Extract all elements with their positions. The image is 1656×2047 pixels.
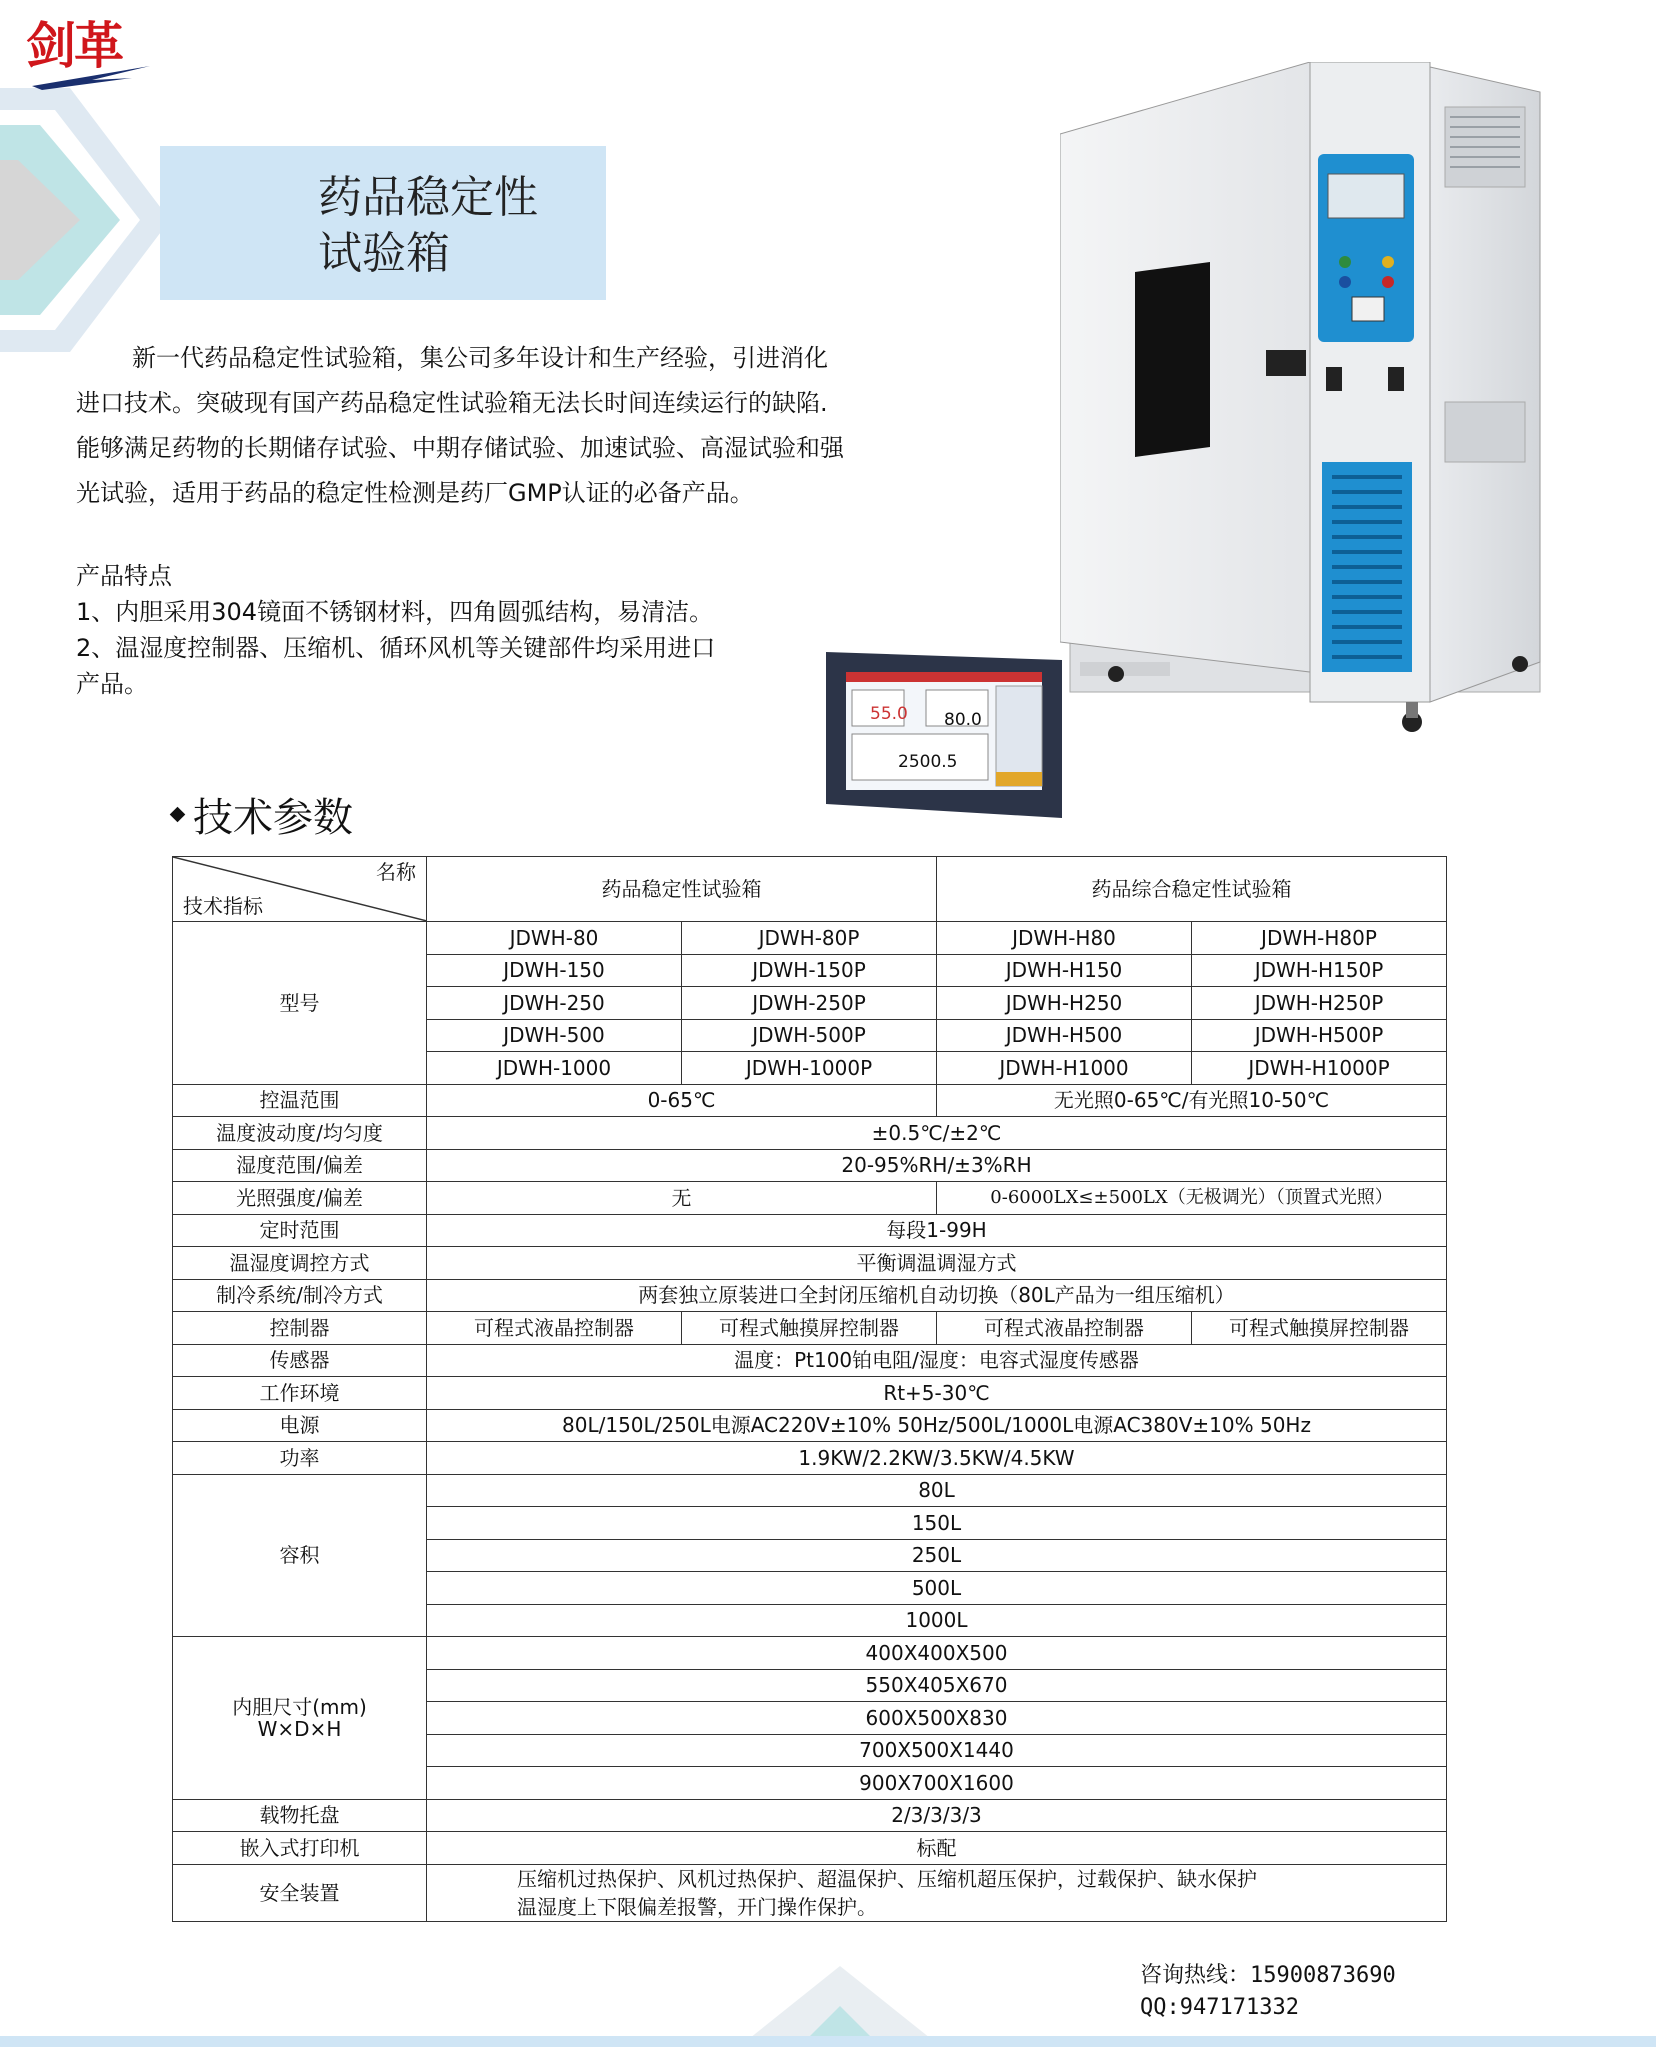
row-label: 型号 (173, 922, 427, 1085)
hotline: 咨询热线：15900873690 (1140, 1963, 1396, 1988)
table-row (173, 1474, 1447, 1507)
row-label: 内胆尺寸(mm) W×D×H (173, 1637, 427, 1800)
table-cell: JDWH-H1000 (937, 1052, 1192, 1085)
row-label: 温湿度调控方式 (173, 1247, 427, 1280)
diamond-bullet-icon (170, 806, 186, 822)
table-cell: 1.9KW/2.2KW/3.5KW/4.5KW (427, 1442, 1447, 1475)
table-cell: 700X500X1440 (427, 1734, 1447, 1767)
decorative-triangle (740, 1966, 940, 2046)
table-row (173, 1377, 1447, 1410)
table-cell: 平衡调温调湿方式 (427, 1247, 1447, 1280)
brand-logo: 剑革 (22, 6, 152, 90)
table-cell: 80L (427, 1474, 1447, 1507)
table-cell: 400X400X500 (427, 1637, 1447, 1670)
table-row (173, 1864, 1447, 1921)
table-row (173, 1442, 1447, 1475)
table-cell: 550X405X670 (427, 1669, 1447, 1702)
table-row (173, 1182, 1447, 1215)
qq-number: QQ:947171332 (1140, 1995, 1299, 2020)
row-label: 制冷系统/制冷方式 (173, 1279, 427, 1312)
logo-swoosh (32, 64, 152, 90)
table-cell: ±0.5℃/±2℃ (427, 1117, 1447, 1150)
column-header: 药品稳定性试验箱 (427, 857, 937, 922)
table-row (173, 1832, 1447, 1865)
table-cell: 2/3/3/3/3 (427, 1799, 1447, 1832)
row-label: 容积 (173, 1474, 427, 1637)
table-cell: JDWH-250P (682, 987, 937, 1020)
contact-info (1140, 1960, 1396, 2024)
table-cell: 0-6000LX≤±500LX（无极调光）（顶置式光照） (937, 1182, 1447, 1215)
table-row (173, 1214, 1447, 1247)
screen-value-2: 80.0 (944, 710, 982, 730)
table-cell: JDWH-150 (427, 954, 682, 987)
table-cell: JDWH-H500P (1192, 1019, 1447, 1052)
screen-value-3: 2500.5 (898, 752, 958, 772)
table-cell: JDWH-H250P (1192, 987, 1447, 1020)
feature-item: 产品。 (76, 670, 148, 698)
row-label: 功率 (173, 1442, 427, 1475)
table-cell: 900X700X1600 (427, 1767, 1447, 1800)
table-cell: 250L (427, 1539, 1447, 1572)
row-label: 安全装置 (173, 1864, 427, 1921)
table-cell: 500L (427, 1572, 1447, 1605)
table-cell: JDWH-H80 (937, 922, 1192, 955)
table-corner-header: 名称 技术指标 (173, 857, 427, 922)
table-cell: JDWH-H150P (1192, 954, 1447, 987)
page-title: 药品稳定性 试验箱 (318, 172, 538, 279)
table-cell: JDWH-80P (682, 922, 937, 955)
table-cell: JDWH-250 (427, 987, 682, 1020)
table-cell: 两套独立原装进口全封闭压缩机自动切换（80L产品为一组压缩机） (427, 1279, 1447, 1312)
table-cell: 无 (427, 1182, 937, 1215)
table-row (173, 1149, 1447, 1182)
table-cell: JDWH-1000P (682, 1052, 937, 1085)
table-row (173, 1344, 1447, 1377)
table-cell: JDWH-H150 (937, 954, 1192, 987)
table-cell: 0-65℃ (427, 1084, 937, 1117)
row-label: 嵌入式打印机 (173, 1832, 427, 1865)
title-banner (160, 146, 606, 300)
table-row (173, 1799, 1447, 1832)
row-label: 光照强度/偏差 (173, 1182, 427, 1215)
table-cell: 标配 (427, 1832, 1447, 1865)
row-label: 温度波动度/均匀度 (173, 1117, 427, 1150)
test-chamber-image (1060, 62, 1560, 752)
row-label: 控温范围 (173, 1084, 427, 1117)
table-cell: 可程式液晶控制器 (427, 1312, 682, 1345)
table-cell: 温度：Pt100铂电阻/湿度：电容式湿度传感器 (427, 1344, 1447, 1377)
table-cell: 可程式液晶控制器 (937, 1312, 1192, 1345)
table-cell: 压缩机过热保护、风机过热保护、超温保护、压缩机超压保护，过载保护、缺水保护 温湿度上下限偏差报警，开门操作保护。 (427, 1864, 1447, 1921)
table-cell: 600X500X830 (427, 1702, 1447, 1735)
features-list (76, 558, 846, 702)
features-heading: 产品特点 (76, 562, 172, 590)
table-cell: 可程式触摸屏控制器 (1192, 1312, 1447, 1345)
table-row (173, 1279, 1447, 1312)
table-cell: JDWH-1000 (427, 1052, 682, 1085)
table-cell: JDWH-H1000P (1192, 1052, 1447, 1085)
row-label: 传感器 (173, 1344, 427, 1377)
footer-bar (0, 2036, 1656, 2047)
table-row (173, 1084, 1447, 1117)
table-row (173, 1637, 1447, 1670)
table-cell: JDWH-500 (427, 1019, 682, 1052)
feature-item: 2、温湿度控制器、压缩机、循环风机等关键部件均采用进口 (76, 634, 716, 662)
table-cell: JDWH-H250 (937, 987, 1192, 1020)
table-cell: 可程式触摸屏控制器 (682, 1312, 937, 1345)
table-cell: 80L/150L/250L电源AC220V±10% 50Hz/500L/1000L电源AC380V±10% 50Hz (427, 1409, 1447, 1442)
table-cell: JDWH-H500 (937, 1019, 1192, 1052)
table-cell: 每段1-99H (427, 1214, 1447, 1247)
table-cell: Rt+5-30℃ (427, 1377, 1447, 1410)
table-cell: JDWH-H80P (1192, 922, 1447, 955)
table-cell: 1000L (427, 1604, 1447, 1637)
table-cell: JDWH-500P (682, 1019, 937, 1052)
table-cell: 无光照0-65℃/有光照10-50℃ (937, 1084, 1447, 1117)
table-row (173, 1312, 1447, 1345)
table-cell: JDWH-150P (682, 954, 937, 987)
row-label: 载物托盘 (173, 1799, 427, 1832)
row-label: 控制器 (173, 1312, 427, 1345)
table-cell: 150L (427, 1507, 1447, 1540)
table-row (173, 1117, 1447, 1150)
table-cell: JDWH-80 (427, 922, 682, 955)
table-row (173, 1247, 1447, 1280)
feature-item: 1、内胆采用304镜面不锈钢材料，四角圆弧结构，易清洁。 (76, 598, 714, 626)
intro-paragraph: 新一代药品稳定性试验箱，集公司多年设计和生产经验，引进消化进口技术。突破现有国产药品稳定性试验箱无法长时间连续运行的缺陷.能够满足药物的长期储存试验、中期存储试验、加速试验、高湿试验和强光试验，适用于药品的稳定性检测是药厂GMP认证的必备产品。 (76, 344, 844, 507)
row-label: 工作环境 (173, 1377, 427, 1410)
column-header: 药品综合稳定性试验箱 (937, 857, 1447, 922)
row-label: 电源 (173, 1409, 427, 1442)
section-heading: 技术参数 (172, 786, 353, 843)
row-label: 定时范围 (173, 1214, 427, 1247)
table-cell: 20-95%RH/±3%RH (427, 1149, 1447, 1182)
table-row (173, 922, 1447, 955)
row-label: 湿度范围/偏差 (173, 1149, 427, 1182)
spec-table (172, 856, 1447, 1922)
screen-value-1: 55.0 (870, 704, 908, 724)
touch-controller-image (826, 652, 1062, 818)
table-row (173, 1409, 1447, 1442)
